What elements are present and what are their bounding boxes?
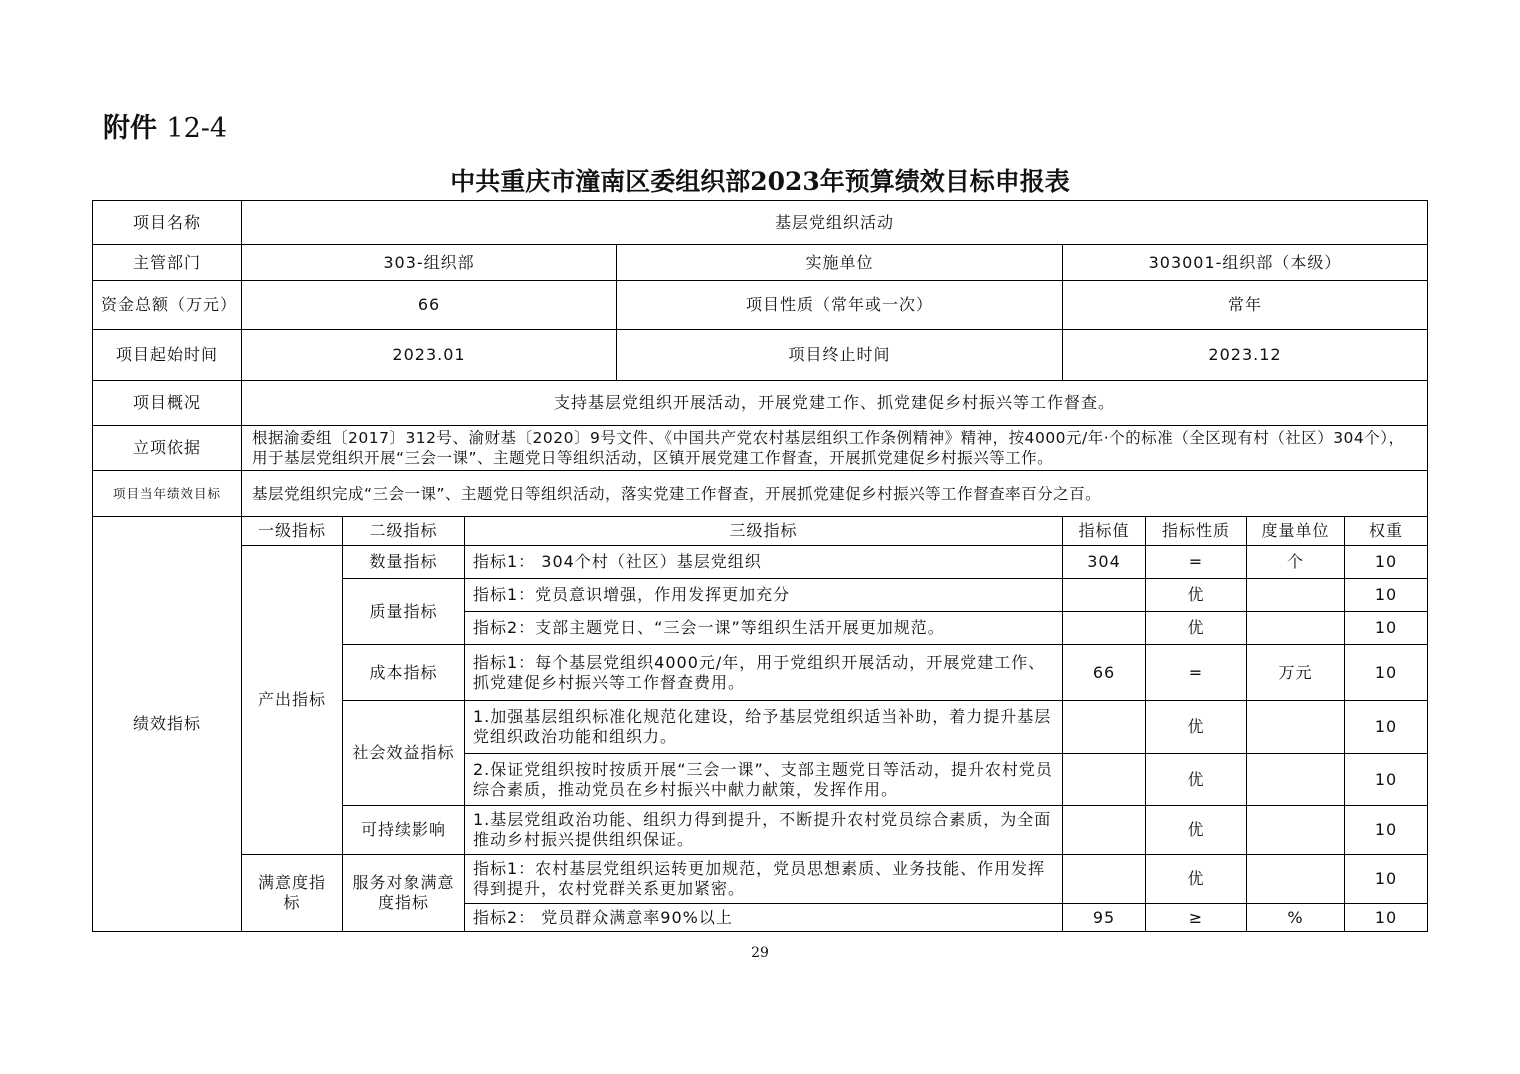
overview-value: 支持基层党组织开展活动，开展党建工作、抓党建促乡村振兴等工作督查。 bbox=[242, 381, 1428, 426]
dept-label: 主管部门 bbox=[93, 245, 242, 281]
indicator-value: 95 bbox=[1063, 904, 1146, 932]
indicator-unit bbox=[1247, 579, 1345, 612]
level2-quality: 质量指标 bbox=[343, 579, 465, 645]
indicator-nature: = bbox=[1146, 546, 1247, 579]
level2-sustain: 可持续影响 bbox=[343, 806, 465, 855]
indicator-weight: 10 bbox=[1345, 754, 1428, 806]
row-basis bbox=[93, 426, 1428, 471]
level2-quantity: 数量指标 bbox=[343, 546, 465, 579]
row-goal bbox=[93, 471, 1428, 517]
indicator-desc: 指标1：每个基层党组织4000元/年，用于党组织开展活动，开展党建工作、抓党建促乡村振兴等工作督查费用。 bbox=[465, 645, 1063, 701]
indicators-section-label: 绩效指标 bbox=[93, 517, 242, 932]
indicator-value: 66 bbox=[1063, 645, 1146, 701]
header-weight: 权重 bbox=[1345, 517, 1428, 546]
indicator-header-row bbox=[93, 517, 1428, 546]
goal-label: 项目当年绩效目标 bbox=[93, 471, 242, 517]
indicator-weight: 10 bbox=[1345, 904, 1428, 932]
header-unit: 度量单位 bbox=[1247, 517, 1345, 546]
level2-service: 服务对象满意度指标 bbox=[343, 855, 465, 932]
indicator-desc: 指标1： 304个村（社区）基层党组织 bbox=[465, 546, 1063, 579]
indicator-weight: 10 bbox=[1345, 806, 1428, 855]
attachment-label: 附件 12-4 bbox=[103, 113, 228, 144]
indicator-desc: 1.加强基层组织标准化规范化建设，给予基层党组织适当补助，着力提升基层党组织政治功能和组织力。 bbox=[465, 701, 1063, 754]
header-level3: 三级指标 bbox=[465, 517, 1063, 546]
header-value: 指标值 bbox=[1063, 517, 1146, 546]
header-level2: 二级指标 bbox=[343, 517, 465, 546]
indicator-desc: 指标2：支部主题党日、“三会一课”等组织生活开展更加规范。 bbox=[465, 612, 1063, 645]
indicator-unit bbox=[1247, 701, 1345, 754]
indicator-value bbox=[1063, 612, 1146, 645]
indicator-value bbox=[1063, 579, 1146, 612]
impl-label: 实施单位 bbox=[617, 245, 1063, 281]
level2-cost: 成本指标 bbox=[343, 645, 465, 701]
table-row bbox=[93, 546, 1428, 579]
indicator-weight: 10 bbox=[1345, 546, 1428, 579]
overview-label: 项目概况 bbox=[93, 381, 242, 426]
dept-value: 303-组织部 bbox=[242, 245, 617, 281]
indicator-value: 304 bbox=[1063, 546, 1146, 579]
indicator-desc: 1.基层党组政治功能、组织力得到提升，不断提升农村党员综合素质，为全面推动乡村振兴提供组织保证。 bbox=[465, 806, 1063, 855]
header-level1: 一级指标 bbox=[242, 517, 343, 546]
indicator-nature: 优 bbox=[1146, 855, 1247, 904]
row-funds bbox=[93, 281, 1428, 330]
indicator-unit: 个 bbox=[1247, 546, 1345, 579]
nature-value: 常年 bbox=[1063, 281, 1428, 330]
header-nature: 指标性质 bbox=[1146, 517, 1247, 546]
indicator-weight: 10 bbox=[1345, 855, 1428, 904]
indicator-weight: 10 bbox=[1345, 579, 1428, 612]
level2-social: 社会效益指标 bbox=[343, 701, 465, 806]
indicator-nature: ≥ bbox=[1146, 904, 1247, 932]
page-title: 中共重庆市潼南区委组织部2023年预算绩效目标申报表 bbox=[450, 167, 1070, 196]
indicator-nature: = bbox=[1146, 645, 1247, 701]
indicator-value bbox=[1063, 701, 1146, 754]
end-label: 项目终止时间 bbox=[617, 330, 1063, 381]
funds-value: 66 bbox=[242, 281, 617, 330]
indicator-unit bbox=[1247, 806, 1345, 855]
level1-output: 产出指标 bbox=[242, 546, 343, 855]
indicator-nature: 优 bbox=[1146, 612, 1247, 645]
project-name-label: 项目名称 bbox=[93, 201, 242, 245]
indicator-unit: 万元 bbox=[1247, 645, 1345, 701]
nature-label: 项目性质（常年或一次） bbox=[617, 281, 1063, 330]
indicator-desc: 指标1：党员意识增强，作用发挥更加充分 bbox=[465, 579, 1063, 612]
indicator-weight: 10 bbox=[1345, 701, 1428, 754]
impl-value: 303001-组织部（本级） bbox=[1063, 245, 1428, 281]
start-value: 2023.01 bbox=[242, 330, 617, 381]
indicator-desc: 指标1：农村基层党组织运转更加规范，党员思想素质、业务技能、作用发挥得到提升，农村党群关系更加紧密。 bbox=[465, 855, 1063, 904]
budget-performance-form bbox=[92, 200, 1428, 932]
indicator-nature: 优 bbox=[1146, 701, 1247, 754]
funds-label: 资金总额（万元） bbox=[93, 281, 242, 330]
indicator-desc: 2.保证党组织按时按质开展“三会一课”、支部主题党日等活动，提升农村党员综合素质，推动党员在乡村振兴中献力献策，发挥作用。 bbox=[465, 754, 1063, 806]
indicator-value bbox=[1063, 855, 1146, 904]
indicator-nature: 优 bbox=[1146, 806, 1247, 855]
indicator-unit bbox=[1247, 612, 1345, 645]
indicator-nature: 优 bbox=[1146, 754, 1247, 806]
basis-value: 根据渝委组〔2017〕312号、渝财基〔2020〕9号文件、《中国共产党农村基层组织工作条例精神》精神，按4000元/年·个的标准（全区现有村（社区）304个），用于基层党组织开展“三会一课”、主题党日等组织活动，区镇开展党建工作督查，开展抓党建促乡村振兴等工作。 bbox=[242, 426, 1428, 471]
row-period bbox=[93, 330, 1428, 381]
indicator-weight: 10 bbox=[1345, 612, 1428, 645]
indicator-value bbox=[1063, 806, 1146, 855]
goal-value: 基层党组织完成“三会一课”、主题党日等组织活动，落实党建工作督查，开展抓党建促乡村振兴等工作督查率百分之百。 bbox=[242, 471, 1428, 517]
indicator-unit bbox=[1247, 855, 1345, 904]
end-value: 2023.12 bbox=[1063, 330, 1428, 381]
start-label: 项目起始时间 bbox=[93, 330, 242, 381]
row-overview bbox=[93, 381, 1428, 426]
indicator-unit: % bbox=[1247, 904, 1345, 932]
row-project-name bbox=[93, 201, 1428, 245]
page-number: 29 bbox=[751, 945, 769, 961]
indicator-weight: 10 bbox=[1345, 645, 1428, 701]
indicator-unit bbox=[1247, 754, 1345, 806]
project-name-value: 基层党组织活动 bbox=[242, 201, 1428, 245]
table-row bbox=[93, 855, 1428, 904]
row-department bbox=[93, 245, 1428, 281]
indicator-desc: 指标2： 党员群众满意率90%以上 bbox=[465, 904, 1063, 932]
basis-label: 立项依据 bbox=[93, 426, 242, 471]
indicator-nature: 优 bbox=[1146, 579, 1247, 612]
attachment-number: 12-4 bbox=[166, 113, 228, 144]
indicator-value bbox=[1063, 754, 1146, 806]
level1-satisfaction: 满意度指标 bbox=[242, 855, 343, 932]
